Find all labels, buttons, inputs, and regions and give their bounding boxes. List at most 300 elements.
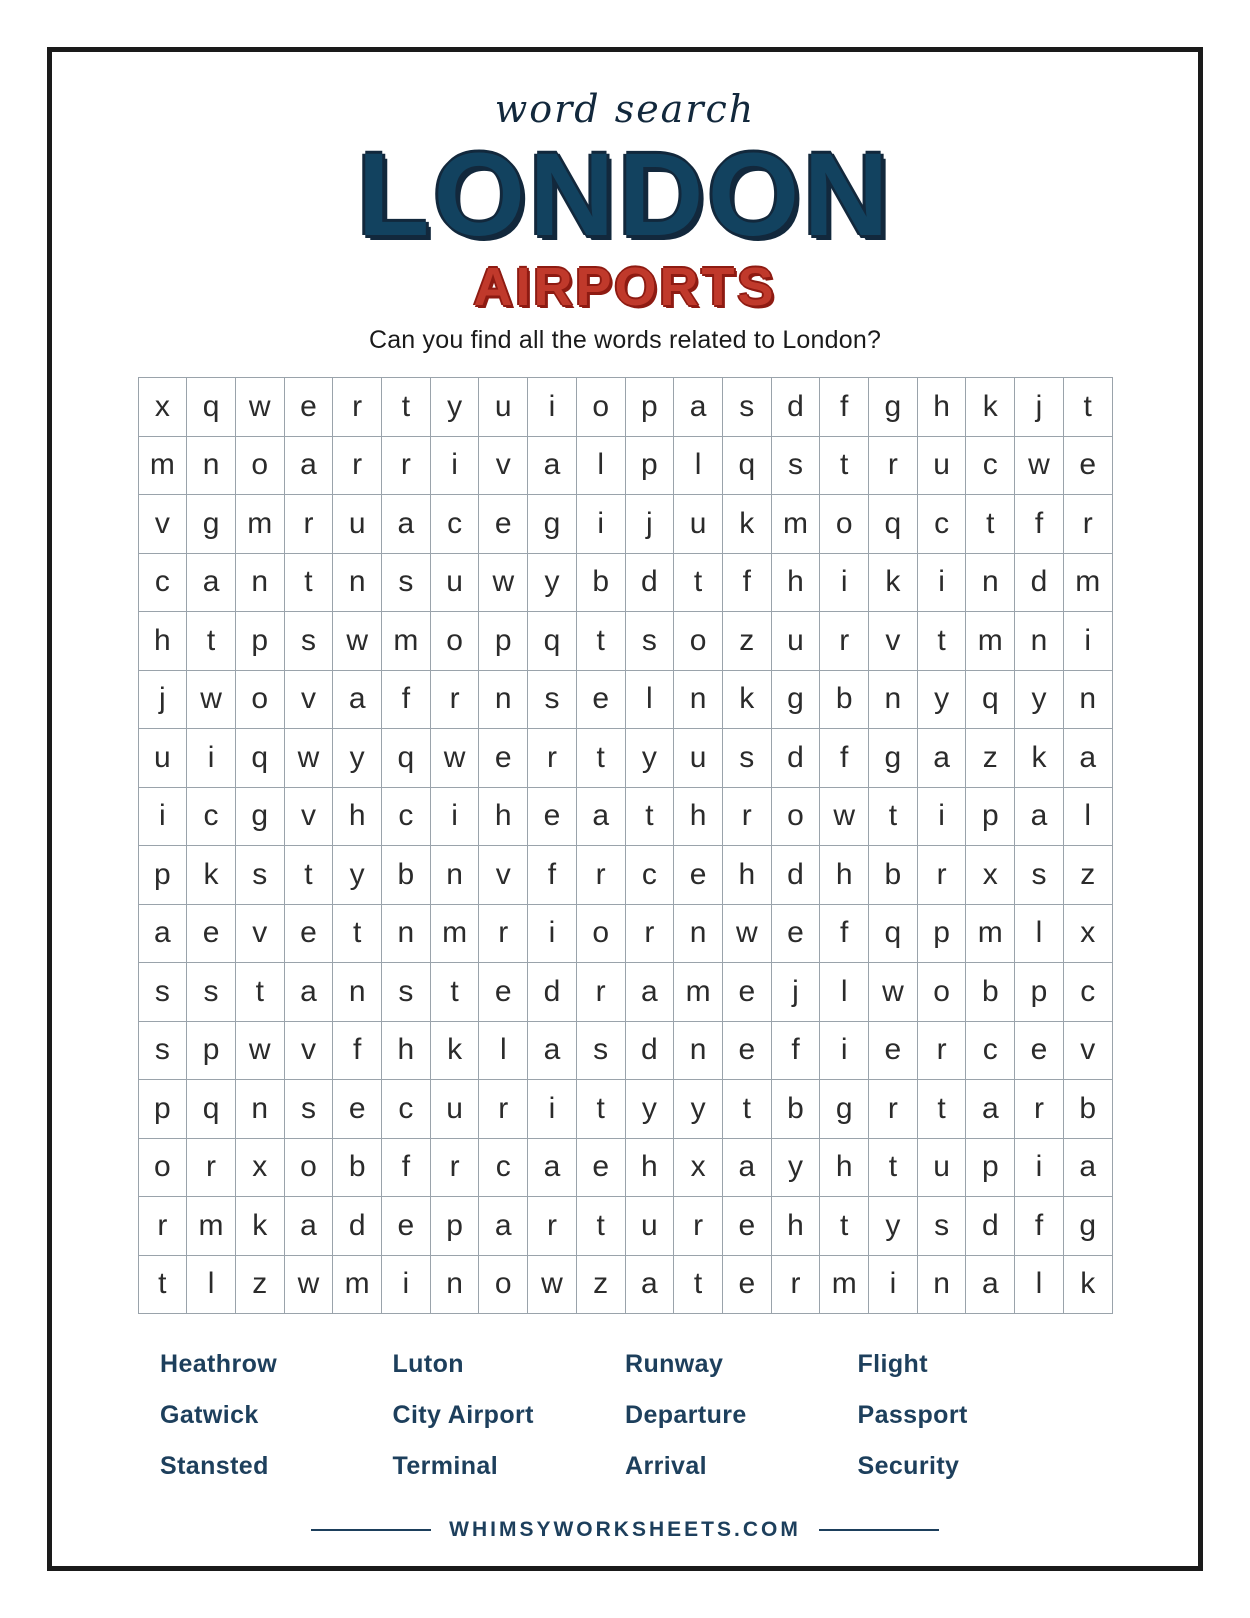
grid-cell[interactable]: l (1015, 905, 1064, 964)
grid-cell[interactable]: n (236, 1080, 285, 1139)
grid-cell[interactable]: d (772, 378, 821, 437)
grid-cell[interactable]: r (479, 1080, 528, 1139)
grid-cell[interactable]: w (431, 729, 480, 788)
grid-cell[interactable]: d (966, 1197, 1015, 1256)
grid-cell[interactable]: q (187, 378, 236, 437)
grid-cell[interactable]: z (577, 1256, 626, 1315)
grid-cell[interactable]: p (479, 612, 528, 671)
grid-cell[interactable]: e (723, 1022, 772, 1081)
grid-cell[interactable]: w (187, 671, 236, 730)
grid-cell[interactable]: n (1064, 671, 1113, 730)
grid-cell[interactable]: x (966, 846, 1015, 905)
grid-cell[interactable]: y (918, 671, 967, 730)
grid-cell[interactable]: a (918, 729, 967, 788)
grid-cell[interactable]: u (431, 1080, 480, 1139)
grid-cell[interactable]: r (431, 671, 480, 730)
grid-cell[interactable]: n (479, 671, 528, 730)
grid-cell[interactable]: t (577, 729, 626, 788)
grid-cell[interactable]: k (723, 495, 772, 554)
word-list-item[interactable]: Stansted (160, 1452, 269, 1480)
grid-cell[interactable]: h (382, 1022, 431, 1081)
grid-cell[interactable]: k (1064, 1256, 1113, 1315)
grid-cell[interactable]: c (626, 846, 675, 905)
grid-cell[interactable]: b (1064, 1080, 1113, 1139)
grid-cell[interactable]: u (918, 437, 967, 496)
grid-cell[interactable]: t (674, 1256, 723, 1315)
word-list-item[interactable]: Heathrow (160, 1350, 278, 1378)
grid-cell[interactable]: y (431, 378, 480, 437)
grid-cell[interactable]: m (1064, 554, 1113, 613)
grid-cell[interactable]: d (528, 963, 577, 1022)
grid-cell[interactable]: f (1015, 495, 1064, 554)
grid-cell[interactable]: i (431, 437, 480, 496)
grid-cell[interactable]: o (431, 612, 480, 671)
grid-cell[interactable]: f (382, 671, 431, 730)
grid-cell[interactable]: e (479, 729, 528, 788)
grid-cell[interactable]: h (772, 554, 821, 613)
grid-cell[interactable]: d (333, 1197, 382, 1256)
grid-cell[interactable]: m (966, 612, 1015, 671)
grid-cell[interactable]: a (285, 963, 334, 1022)
grid-cell[interactable]: u (674, 495, 723, 554)
grid-cell[interactable]: u (674, 729, 723, 788)
grid-cell[interactable]: i (869, 1256, 918, 1315)
grid-cell[interactable]: i (1064, 612, 1113, 671)
grid-cell[interactable]: b (772, 1080, 821, 1139)
grid-cell[interactable]: e (869, 1022, 918, 1081)
grid-cell[interactable]: p (966, 788, 1015, 847)
grid-cell[interactable]: g (869, 378, 918, 437)
grid-cell[interactable]: k (236, 1197, 285, 1256)
grid-cell[interactable]: m (187, 1197, 236, 1256)
grid-cell[interactable]: j (772, 963, 821, 1022)
grid-cell[interactable]: h (479, 788, 528, 847)
grid-cell[interactable]: d (1015, 554, 1064, 613)
grid-cell[interactable]: a (139, 905, 188, 964)
grid-cell[interactable]: o (674, 612, 723, 671)
grid-cell[interactable]: w (285, 729, 334, 788)
grid-cell[interactable]: s (918, 1197, 967, 1256)
grid-cell[interactable]: p (139, 846, 188, 905)
grid-cell[interactable]: z (236, 1256, 285, 1315)
grid-cell[interactable]: c (187, 788, 236, 847)
grid-cell[interactable]: t (674, 554, 723, 613)
grid-cell[interactable]: k (431, 1022, 480, 1081)
grid-cell[interactable]: e (285, 378, 334, 437)
grid-cell[interactable]: l (1015, 1256, 1064, 1315)
grid-cell[interactable]: a (382, 495, 431, 554)
grid-cell[interactable]: i (187, 729, 236, 788)
grid-cell[interactable]: l (626, 671, 675, 730)
grid-cell[interactable]: f (333, 1022, 382, 1081)
grid-cell[interactable]: q (966, 671, 1015, 730)
grid-cell[interactable]: u (139, 729, 188, 788)
grid-cell[interactable]: a (577, 788, 626, 847)
grid-cell[interactable]: z (1064, 846, 1113, 905)
grid-cell[interactable]: i (918, 554, 967, 613)
grid-cell[interactable]: e (723, 1256, 772, 1315)
grid-cell[interactable]: o (577, 378, 626, 437)
grid-cell[interactable]: j (626, 495, 675, 554)
grid-cell[interactable]: a (1015, 788, 1064, 847)
grid-cell[interactable]: v (236, 905, 285, 964)
grid-cell[interactable]: a (479, 1197, 528, 1256)
grid-cell[interactable]: r (577, 846, 626, 905)
grid-cell[interactable]: h (772, 1197, 821, 1256)
grid-cell[interactable]: q (869, 905, 918, 964)
grid-cell[interactable]: v (479, 846, 528, 905)
grid-cell[interactable]: m (139, 437, 188, 496)
grid-cell[interactable]: x (139, 378, 188, 437)
grid-cell[interactable]: f (820, 905, 869, 964)
grid-cell[interactable]: s (626, 612, 675, 671)
grid-cell[interactable]: t (139, 1256, 188, 1315)
grid-cell[interactable]: e (528, 788, 577, 847)
grid-cell[interactable]: w (528, 1256, 577, 1315)
word-list-item[interactable]: Passport (857, 1401, 968, 1429)
grid-cell[interactable]: i (382, 1256, 431, 1315)
grid-cell[interactable]: s (723, 729, 772, 788)
grid-cell[interactable]: v (285, 788, 334, 847)
grid-cell[interactable]: c (431, 495, 480, 554)
grid-cell[interactable]: g (187, 495, 236, 554)
grid-cell[interactable]: n (187, 437, 236, 496)
grid-cell[interactable]: w (236, 1022, 285, 1081)
grid-cell[interactable]: n (869, 671, 918, 730)
grid-cell[interactable]: t (382, 378, 431, 437)
grid-cell[interactable]: r (139, 1197, 188, 1256)
grid-cell[interactable]: s (1015, 846, 1064, 905)
grid-cell[interactable]: p (626, 378, 675, 437)
grid-cell[interactable]: q (528, 612, 577, 671)
grid-cell[interactable]: i (1015, 1139, 1064, 1198)
grid-cell[interactable]: k (723, 671, 772, 730)
grid-cell[interactable]: t (577, 612, 626, 671)
grid-cell[interactable]: r (1064, 495, 1113, 554)
word-list-item[interactable]: City Airport (392, 1401, 534, 1429)
word-list-item[interactable]: Flight (857, 1350, 928, 1378)
grid-cell[interactable]: d (626, 1022, 675, 1081)
grid-cell[interactable]: q (382, 729, 431, 788)
grid-cell[interactable]: a (1064, 729, 1113, 788)
grid-cell[interactable]: t (918, 612, 967, 671)
grid-cell[interactable]: t (918, 1080, 967, 1139)
grid-cell[interactable]: h (333, 788, 382, 847)
grid-cell[interactable]: r (1015, 1080, 1064, 1139)
grid-cell[interactable]: r (479, 905, 528, 964)
grid-cell[interactable]: i (431, 788, 480, 847)
grid-cell[interactable]: b (820, 671, 869, 730)
grid-cell[interactable]: s (577, 1022, 626, 1081)
grid-cell[interactable]: q (187, 1080, 236, 1139)
grid-cell[interactable]: p (626, 437, 675, 496)
grid-cell[interactable]: o (236, 437, 285, 496)
grid-cell[interactable]: t (869, 788, 918, 847)
grid-cell[interactable]: a (528, 1139, 577, 1198)
grid-cell[interactable]: f (820, 729, 869, 788)
grid-cell[interactable]: g (1064, 1197, 1113, 1256)
grid-cell[interactable]: r (333, 437, 382, 496)
grid-cell[interactable]: m (820, 1256, 869, 1315)
grid-cell[interactable]: s (139, 1022, 188, 1081)
grid-cell[interactable]: a (1064, 1139, 1113, 1198)
grid-cell[interactable]: r (869, 437, 918, 496)
grid-cell[interactable]: e (1015, 1022, 1064, 1081)
grid-cell[interactable]: w (723, 905, 772, 964)
grid-cell[interactable]: t (577, 1080, 626, 1139)
grid-cell[interactable]: m (382, 612, 431, 671)
grid-cell[interactable]: n (918, 1256, 967, 1315)
grid-cell[interactable]: f (382, 1139, 431, 1198)
grid-cell[interactable]: c (382, 1080, 431, 1139)
grid-cell[interactable]: t (236, 963, 285, 1022)
grid-cell[interactable]: e (674, 846, 723, 905)
grid-cell[interactable]: n (1015, 612, 1064, 671)
grid-cell[interactable]: v (869, 612, 918, 671)
grid-cell[interactable]: a (674, 378, 723, 437)
grid-cell[interactable]: p (431, 1197, 480, 1256)
grid-cell[interactable]: a (528, 1022, 577, 1081)
word-list-item[interactable]: Gatwick (160, 1401, 259, 1429)
grid-cell[interactable]: t (285, 554, 334, 613)
grid-cell[interactable]: t (820, 1197, 869, 1256)
grid-cell[interactable]: o (236, 671, 285, 730)
grid-cell[interactable]: h (918, 378, 967, 437)
grid-cell[interactable]: w (1015, 437, 1064, 496)
grid-cell[interactable]: s (382, 554, 431, 613)
grid-cell[interactable]: x (1064, 905, 1113, 964)
grid-cell[interactable]: m (333, 1256, 382, 1315)
grid-cell[interactable]: g (820, 1080, 869, 1139)
grid-cell[interactable]: l (187, 1256, 236, 1315)
grid-cell[interactable]: y (674, 1080, 723, 1139)
grid-cell[interactable]: g (236, 788, 285, 847)
grid-cell[interactable]: r (918, 1022, 967, 1081)
grid-cell[interactable]: w (820, 788, 869, 847)
grid-cell[interactable]: m (431, 905, 480, 964)
grid-cell[interactable]: f (528, 846, 577, 905)
grid-cell[interactable]: o (479, 1256, 528, 1315)
grid-cell[interactable]: n (333, 963, 382, 1022)
grid-cell[interactable]: c (382, 788, 431, 847)
grid-cell[interactable]: s (528, 671, 577, 730)
grid-cell[interactable]: p (139, 1080, 188, 1139)
grid-cell[interactable]: n (333, 554, 382, 613)
grid-cell[interactable]: w (479, 554, 528, 613)
grid-cell[interactable]: h (674, 788, 723, 847)
word-list-item[interactable]: Terminal (392, 1452, 499, 1480)
grid-cell[interactable]: w (333, 612, 382, 671)
grid-cell[interactable]: i (528, 1080, 577, 1139)
grid-cell[interactable]: o (577, 905, 626, 964)
grid-cell[interactable]: r (333, 378, 382, 437)
word-list-item[interactable]: Runway (625, 1350, 724, 1378)
grid-cell[interactable]: c (966, 437, 1015, 496)
grid-cell[interactable]: e (333, 1080, 382, 1139)
grid-cell[interactable]: n (236, 554, 285, 613)
grid-cell[interactable]: r (674, 1197, 723, 1256)
grid-cell[interactable]: t (431, 963, 480, 1022)
grid-cell[interactable]: t (820, 437, 869, 496)
grid-cell[interactable]: r (869, 1080, 918, 1139)
grid-cell[interactable]: g (772, 671, 821, 730)
grid-cell[interactable]: q (869, 495, 918, 554)
grid-cell[interactable]: r (577, 963, 626, 1022)
grid-cell[interactable]: y (772, 1139, 821, 1198)
grid-cell[interactable]: a (966, 1080, 1015, 1139)
grid-cell[interactable]: d (772, 729, 821, 788)
grid-cell[interactable]: p (236, 612, 285, 671)
grid-cell[interactable]: c (966, 1022, 1015, 1081)
grid-cell[interactable]: t (577, 1197, 626, 1256)
grid-cell[interactable]: r (772, 1256, 821, 1315)
word-search-grid[interactable] (138, 377, 1113, 1314)
grid-cell[interactable]: h (820, 846, 869, 905)
grid-cell[interactable]: e (772, 905, 821, 964)
grid-cell[interactable]: n (431, 846, 480, 905)
grid-cell[interactable]: v (285, 1022, 334, 1081)
grid-cell[interactable]: i (918, 788, 967, 847)
grid-cell[interactable]: w (285, 1256, 334, 1315)
grid-cell[interactable]: w (236, 378, 285, 437)
grid-cell[interactable]: s (772, 437, 821, 496)
grid-cell[interactable]: v (285, 671, 334, 730)
grid-cell[interactable]: l (820, 963, 869, 1022)
grid-cell[interactable]: m (772, 495, 821, 554)
grid-cell[interactable]: a (333, 671, 382, 730)
grid-cell[interactable]: o (139, 1139, 188, 1198)
grid-cell[interactable]: j (139, 671, 188, 730)
grid-cell[interactable]: r (528, 1197, 577, 1256)
grid-cell[interactable]: r (382, 437, 431, 496)
grid-cell[interactable]: h (626, 1139, 675, 1198)
grid-cell[interactable]: s (382, 963, 431, 1022)
grid-cell[interactable]: e (723, 1197, 772, 1256)
grid-cell[interactable]: t (966, 495, 1015, 554)
grid-cell[interactable]: k (1015, 729, 1064, 788)
grid-cell[interactable]: r (285, 495, 334, 554)
grid-cell[interactable]: i (820, 1022, 869, 1081)
grid-cell[interactable]: t (333, 905, 382, 964)
grid-cell[interactable]: e (382, 1197, 431, 1256)
grid-cell[interactable]: a (187, 554, 236, 613)
grid-cell[interactable]: a (626, 963, 675, 1022)
grid-cell[interactable]: k (869, 554, 918, 613)
grid-cell[interactable]: e (723, 963, 772, 1022)
grid-cell[interactable]: p (918, 905, 967, 964)
grid-cell[interactable]: v (139, 495, 188, 554)
grid-cell[interactable]: n (431, 1256, 480, 1315)
grid-cell[interactable]: c (1064, 963, 1113, 1022)
grid-cell[interactable]: k (187, 846, 236, 905)
grid-cell[interactable]: a (285, 437, 334, 496)
grid-cell[interactable]: n (674, 905, 723, 964)
grid-cell[interactable]: r (820, 612, 869, 671)
grid-cell[interactable]: s (285, 612, 334, 671)
grid-cell[interactable]: r (187, 1139, 236, 1198)
grid-cell[interactable]: g (869, 729, 918, 788)
grid-cell[interactable]: x (674, 1139, 723, 1198)
grid-cell[interactable]: b (382, 846, 431, 905)
grid-cell[interactable]: m (966, 905, 1015, 964)
grid-cell[interactable]: c (139, 554, 188, 613)
grid-cell[interactable]: e (479, 495, 528, 554)
grid-cell[interactable]: m (674, 963, 723, 1022)
grid-cell[interactable]: l (1064, 788, 1113, 847)
grid-cell[interactable]: e (479, 963, 528, 1022)
grid-cell[interactable]: u (431, 554, 480, 613)
grid-cell[interactable]: o (820, 495, 869, 554)
grid-cell[interactable]: b (577, 554, 626, 613)
grid-cell[interactable]: f (1015, 1197, 1064, 1256)
grid-cell[interactable]: u (479, 378, 528, 437)
grid-cell[interactable]: f (723, 554, 772, 613)
grid-cell[interactable]: s (285, 1080, 334, 1139)
grid-cell[interactable]: t (285, 846, 334, 905)
grid-cell[interactable]: y (626, 1080, 675, 1139)
grid-cell[interactable]: v (1064, 1022, 1113, 1081)
grid-cell[interactable]: c (479, 1139, 528, 1198)
grid-cell[interactable]: i (577, 495, 626, 554)
grid-cell[interactable]: a (626, 1256, 675, 1315)
grid-cell[interactable]: u (918, 1139, 967, 1198)
grid-cell[interactable]: p (187, 1022, 236, 1081)
grid-cell[interactable]: b (966, 963, 1015, 1022)
grid-cell[interactable]: y (626, 729, 675, 788)
word-list-item[interactable]: Arrival (625, 1452, 708, 1480)
grid-cell[interactable]: w (869, 963, 918, 1022)
grid-cell[interactable]: j (1015, 378, 1064, 437)
word-list-item[interactable]: Luton (392, 1350, 464, 1378)
grid-cell[interactable]: r (918, 846, 967, 905)
grid-cell[interactable]: r (626, 905, 675, 964)
grid-cell[interactable]: t (187, 612, 236, 671)
word-list-item[interactable]: Departure (625, 1401, 747, 1429)
grid-cell[interactable]: h (820, 1139, 869, 1198)
grid-cell[interactable]: s (139, 963, 188, 1022)
grid-cell[interactable]: r (723, 788, 772, 847)
grid-cell[interactable]: a (723, 1139, 772, 1198)
grid-cell[interactable]: h (139, 612, 188, 671)
grid-cell[interactable]: p (1015, 963, 1064, 1022)
grid-cell[interactable]: d (772, 846, 821, 905)
grid-cell[interactable]: q (236, 729, 285, 788)
grid-cell[interactable]: a (966, 1256, 1015, 1315)
grid-cell[interactable]: n (674, 671, 723, 730)
grid-cell[interactable]: q (723, 437, 772, 496)
grid-cell[interactable]: t (869, 1139, 918, 1198)
grid-cell[interactable]: o (918, 963, 967, 1022)
grid-cell[interactable]: e (285, 905, 334, 964)
grid-cell[interactable]: b (869, 846, 918, 905)
grid-cell[interactable]: o (772, 788, 821, 847)
grid-cell[interactable]: a (528, 437, 577, 496)
grid-cell[interactable]: t (723, 1080, 772, 1139)
grid-cell[interactable]: e (577, 1139, 626, 1198)
grid-cell[interactable]: u (626, 1197, 675, 1256)
grid-cell[interactable]: f (772, 1022, 821, 1081)
word-list-item[interactable]: Security (857, 1452, 960, 1480)
grid-cell[interactable]: m (236, 495, 285, 554)
grid-cell[interactable]: f (820, 378, 869, 437)
grid-cell[interactable]: y (1015, 671, 1064, 730)
grid-cell[interactable]: l (674, 437, 723, 496)
grid-cell[interactable]: z (723, 612, 772, 671)
grid-cell[interactable]: n (966, 554, 1015, 613)
grid-cell[interactable]: i (528, 378, 577, 437)
grid-cell[interactable]: k (966, 378, 1015, 437)
grid-cell[interactable]: h (723, 846, 772, 905)
